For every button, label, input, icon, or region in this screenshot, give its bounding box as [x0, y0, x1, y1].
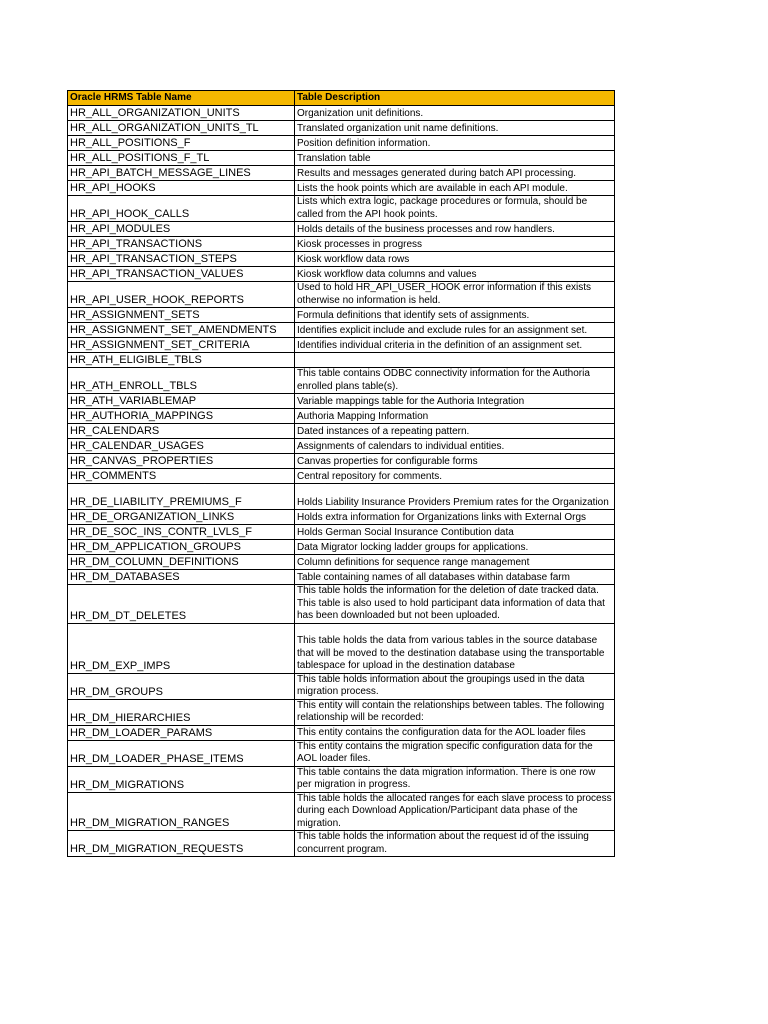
column-header-table-description: Table Description [295, 91, 615, 106]
table-row [68, 282, 615, 308]
header-row [68, 91, 615, 106]
table-name-cell: HR_DE_LIABILITY_PREMIUMS_F [68, 484, 295, 510]
table-description-cell: Data Migrator locking ladder groups for applications. [295, 540, 615, 555]
table-name-cell: HR_ATH_VARIABLEMAP [68, 394, 295, 409]
table-description-cell: Holds details of the business processes and row handlers. [295, 222, 615, 237]
table-row [68, 409, 615, 424]
table-description-cell: This table holds the allocated ranges for each slave process to process during each Download Application/Participant data phase of the migration. [295, 792, 615, 831]
table-name-cell: HR_ALL_POSITIONS_F_TL [68, 151, 295, 166]
table-description-cell: Organization unit definitions. [295, 106, 615, 121]
table-description-cell: Results and messages generated during batch API processing. [295, 166, 615, 181]
table-description-cell: This table holds the information for the deletion of date tracked data. This table is also used to hold participant data information of data that has been downloaded but not been uploaded. [295, 585, 615, 624]
table-name-cell: HR_API_HOOKS [68, 181, 295, 196]
table-row [68, 699, 615, 725]
table-name-cell: HR_ATH_ELIGIBLE_TBLS [68, 353, 295, 368]
table-row [68, 469, 615, 484]
table-description-cell: Used to hold HR_API_USER_HOOK error information if this exists otherwise no information is held. [295, 282, 615, 308]
table-name-cell: HR_ALL_POSITIONS_F [68, 136, 295, 151]
table-description-cell: Holds Liability Insurance Providers Premium rates for the Organization [295, 484, 615, 510]
table-row [68, 252, 615, 267]
table-description-cell: Variable mappings table for the Authoria Integration [295, 394, 615, 409]
table-name-cell: HR_API_TRANSACTION_STEPS [68, 252, 295, 267]
table-name-cell: HR_DM_HIERARCHIES [68, 699, 295, 725]
table-name-cell: HR_API_BATCH_MESSAGE_LINES [68, 166, 295, 181]
table-description-cell: Canvas properties for configurable forms [295, 454, 615, 469]
table-body [68, 106, 615, 857]
table-description-cell: Assignments of calendars to individual entities. [295, 439, 615, 454]
table-row [68, 484, 615, 510]
table-row [68, 338, 615, 353]
table-description-cell: Translated organization unit name definitions. [295, 121, 615, 136]
table-row [68, 555, 615, 570]
table-name-cell: HR_API_USER_HOOK_REPORTS [68, 282, 295, 308]
table-name-cell: HR_DM_MIGRATIONS [68, 766, 295, 792]
table-row [68, 792, 615, 831]
table-row [68, 151, 615, 166]
table-row [68, 525, 615, 540]
table-name-cell: HR_DM_LOADER_PHASE_ITEMS [68, 740, 295, 766]
table-row [68, 585, 615, 624]
table-row [68, 181, 615, 196]
table-description-cell: Holds extra information for Organizations links with External Orgs [295, 510, 615, 525]
table-row [68, 570, 615, 585]
table-description-cell: Identifies explicit include and exclude rules for an assignment set. [295, 323, 615, 338]
table-row [68, 766, 615, 792]
table-name-cell: HR_DM_MIGRATION_REQUESTS [68, 831, 295, 857]
table-row [68, 454, 615, 469]
table-description-cell: Identifies individual criteria in the definition of an assignment set. [295, 338, 615, 353]
table-row [68, 222, 615, 237]
table-row [68, 831, 615, 857]
table-row [68, 237, 615, 252]
table-description-cell: Lists which extra logic, package procedures or formula, should be called from the API hook points. [295, 196, 615, 222]
table-description-cell: Translation table [295, 151, 615, 166]
table-row [68, 673, 615, 699]
table-description-cell: This table contains ODBC connectivity information for the Authoria enrolled plans table(s). [295, 368, 615, 394]
table-row [68, 623, 615, 673]
hrms-table [67, 90, 615, 857]
table-name-cell: HR_DM_COLUMN_DEFINITIONS [68, 555, 295, 570]
table-row [68, 510, 615, 525]
table-row [68, 121, 615, 136]
table-name-cell: HR_DE_ORGANIZATION_LINKS [68, 510, 295, 525]
table-description-cell: Kiosk workflow data columns and values [295, 267, 615, 282]
table-name-cell: HR_CALENDAR_USAGES [68, 439, 295, 454]
table-description-cell: Lists the hook points which are available in each API module. [295, 181, 615, 196]
table-description-cell: This table holds the information about the request id of the issuing concurrent program. [295, 831, 615, 857]
table-row [68, 136, 615, 151]
table-name-cell: HR_ATH_ENROLL_TBLS [68, 368, 295, 394]
table-row [68, 323, 615, 338]
table-name-cell: HR_API_MODULES [68, 222, 295, 237]
table-name-cell: HR_DM_LOADER_PARAMS [68, 725, 295, 740]
table-row [68, 106, 615, 121]
table-name-cell: HR_DM_MIGRATION_RANGES [68, 792, 295, 831]
table-name-cell: HR_DE_SOC_INS_CONTR_LVLS_F [68, 525, 295, 540]
table-description-cell: This table holds the data from various tables in the source database that will be moved to the destination database using the transportable tablespace for upload in the destination database [295, 623, 615, 673]
table-name-cell: HR_DM_DATABASES [68, 570, 295, 585]
table-description-cell: This entity will contain the relationships between tables. The following relationship will be recorded: [295, 699, 615, 725]
table-row [68, 368, 615, 394]
table-description-cell: Column definitions for sequence range management [295, 555, 615, 570]
table-name-cell: HR_DM_EXP_IMPS [68, 623, 295, 673]
table-row [68, 439, 615, 454]
table-row [68, 166, 615, 181]
table-name-cell: HR_ALL_ORGANIZATION_UNITS_TL [68, 121, 295, 136]
table-name-cell: HR_ASSIGNMENT_SET_AMENDMENTS [68, 323, 295, 338]
table-name-cell: HR_ALL_ORGANIZATION_UNITS [68, 106, 295, 121]
table-name-cell: HR_CALENDARS [68, 424, 295, 439]
table-name-cell: HR_DM_GROUPS [68, 673, 295, 699]
table-row [68, 267, 615, 282]
table-description-cell: This entity contains the configuration data for the AOL loader files [295, 725, 615, 740]
table-description-cell [295, 353, 615, 368]
table-name-cell: HR_DM_APPLICATION_GROUPS [68, 540, 295, 555]
table-description-cell: Holds German Social Insurance Contibution data [295, 525, 615, 540]
table-row [68, 540, 615, 555]
table-description-cell: Position definition information. [295, 136, 615, 151]
table-name-cell: HR_API_TRANSACTION_VALUES [68, 267, 295, 282]
table-name-cell: HR_API_HOOK_CALLS [68, 196, 295, 222]
table-description-cell: Kiosk processes in progress [295, 237, 615, 252]
table-description-cell: This table contains the data migration information. There is one row per migration in progress. [295, 766, 615, 792]
table-row [68, 394, 615, 409]
table-name-cell: HR_ASSIGNMENT_SETS [68, 308, 295, 323]
table-row [68, 740, 615, 766]
table-description-cell: Central repository for comments. [295, 469, 615, 484]
table-row [68, 196, 615, 222]
table-row [68, 424, 615, 439]
table-name-cell: HR_DM_DT_DELETES [68, 585, 295, 624]
table-name-cell: HR_COMMENTS [68, 469, 295, 484]
table-description-cell: Dated instances of a repeating pattern. [295, 424, 615, 439]
table-description-cell: This entity contains the migration specific configuration data for the AOL loader files. [295, 740, 615, 766]
table-description-cell: Formula definitions that identify sets of assignments. [295, 308, 615, 323]
table-row [68, 725, 615, 740]
table-row [68, 308, 615, 323]
table-description-cell: Authoria Mapping Information [295, 409, 615, 424]
column-header-table-name: Oracle HRMS Table Name [68, 91, 295, 106]
table-name-cell: HR_CANVAS_PROPERTIES [68, 454, 295, 469]
table-name-cell: HR_ASSIGNMENT_SET_CRITERIA [68, 338, 295, 353]
table-description-cell: This table holds information about the groupings used in the data migration process. [295, 673, 615, 699]
table-description-cell: Kiosk workflow data rows [295, 252, 615, 267]
table-description-cell: Table containing names of all databases within database farm [295, 570, 615, 585]
table-name-cell: HR_AUTHORIA_MAPPINGS [68, 409, 295, 424]
table-name-cell: HR_API_TRANSACTIONS [68, 237, 295, 252]
table-row [68, 353, 615, 368]
